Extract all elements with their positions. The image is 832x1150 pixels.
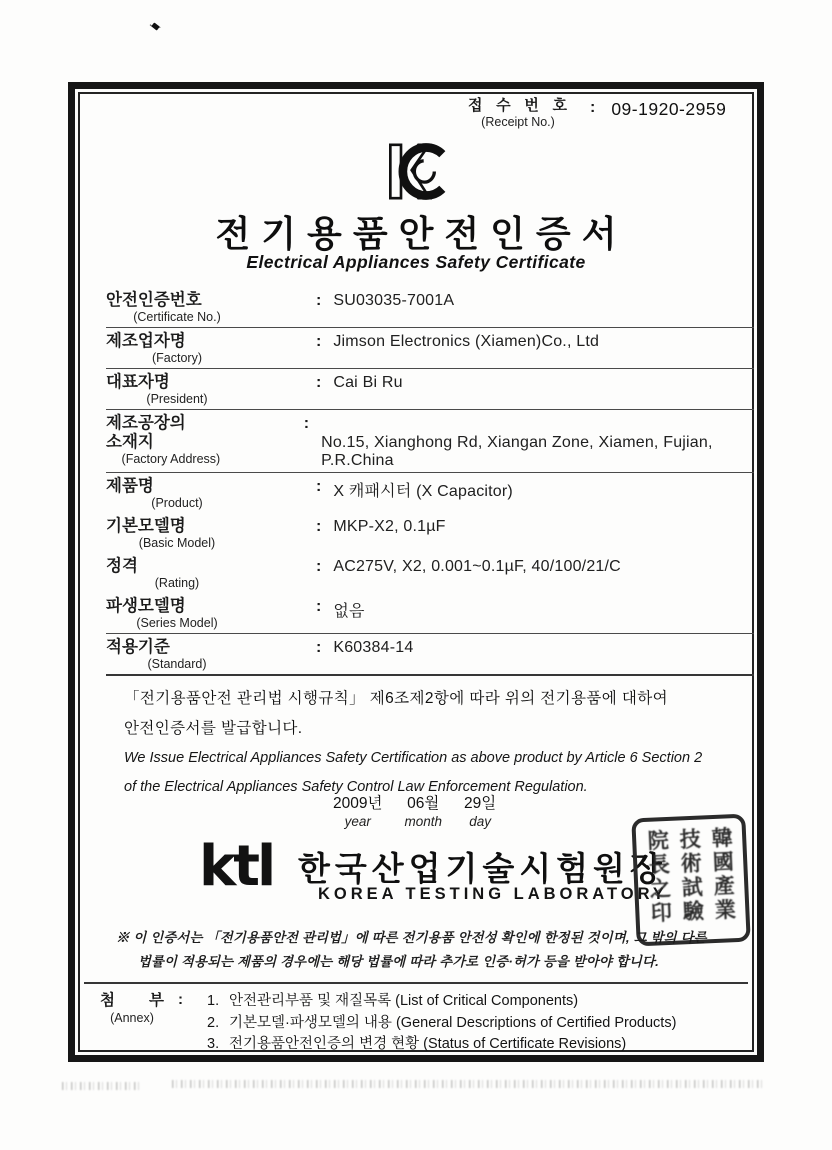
field-label [106,477,266,511]
certificate-title-en: Electrical Appliances Safety Certificate [246,252,586,272]
issuing-statement [124,684,742,802]
ink-speck [151,22,160,30]
statement-ko-line1: 「전기용품안전 관리법 시행규칙」 제6조제2항에 따라 위의 전기용품에 대하여 [124,690,668,707]
field-label-en: (Factory) [152,351,202,365]
statement-en-line1: We Issue Electrical Appliances Safety Certification as above product by Article 6 Section 2 [124,750,703,766]
field-row [106,634,754,676]
field-row [106,410,754,473]
field-label [106,597,266,631]
issue-date-year-value: 2009년 [333,795,383,812]
kc-mark-icon [381,140,453,208]
faint-print-line [172,1080,764,1088]
annex-item-number: 3. [207,1036,220,1052]
issue-date-month [404,791,442,830]
statement-ko-line2: 안전인증서를 발급합니다. [124,720,303,737]
field-value: No.15, Xianghong Rd, Xiangan Zone, Xiamen, Fujian, P.R.China [321,434,713,469]
field-label-ko: 파생모델명 [106,597,186,615]
field-row [106,593,754,634]
faint-print-line-left [62,1082,142,1090]
field-label-ko: 기본모델명 [106,517,186,535]
annex-item [207,1013,676,1035]
annex-items [207,991,676,1056]
field-label-ko: 적용기준 [106,638,170,656]
receipt-label-ko: 접 수 번 호 [468,97,568,114]
field-label-en: (Basic Model) [138,536,216,550]
field-colon: : [316,292,322,309]
field-colon: : [316,478,322,495]
field-value: SU03035-7001A [333,292,455,309]
field-value: K60384-14 [333,639,414,656]
field-label-en: (President) [146,392,208,406]
field-row [106,287,754,328]
field-value: Jimson Electronics (Xiamen)Co., Ltd [333,333,600,350]
field-colon: : [316,598,322,615]
annex-block [100,991,676,1056]
annex-colon: : [178,991,183,1008]
annex-item-text: 전기용품안전인증의 변경 현황 (Status of Certificate Revisions) [229,1036,627,1052]
field-label [106,557,266,591]
annex-divider-line [84,982,748,984]
field-label-ko: 안전인증번호 [106,291,202,309]
field-label [106,638,266,672]
field-label [106,373,266,407]
issue-date-year-label: year [344,814,371,829]
field-colon: : [316,518,322,535]
annex-item-number: 2. [207,1014,220,1031]
field-label [106,517,266,551]
field-row [106,369,754,410]
field-value: AC275V, X2, 0.001~0.1µF, 40/100/21/C [333,558,621,575]
field-label-en: (Rating) [154,576,200,590]
field-label-en: (Standard) [147,657,207,671]
annex-item-text: 기본모델·파생모델의 내용 (General Descriptions of Certified Products) [229,1014,677,1031]
field-label [106,291,266,325]
annex-item-number: 1. [207,993,220,1009]
issue-date-day-label: day [469,814,491,829]
footnote [116,926,754,974]
annex-label-en: (Annex) [110,1011,154,1025]
field-value: X 캐패시터 (X Capacitor) [333,483,513,500]
field-label-ko: 제조업자명 [106,332,186,350]
field-colon: : [316,374,322,391]
field-label-ko2: 소재지 [106,433,154,451]
annex-item [207,991,676,1013]
field-row [106,553,754,593]
field-row [106,513,754,553]
annex-item [207,1034,676,1056]
annex-item-text: 안전관리부품 및 재질목록 (List of Critical Components) [229,993,579,1009]
annex-label-ko: 첨 부 [100,992,164,1009]
field-label [106,332,266,366]
field-label [106,414,254,467]
field-label-en: (Certificate No.) [133,310,221,324]
field-colon: : [303,415,310,432]
field-label-ko: 정격 [106,557,138,575]
issue-date-day [464,791,496,830]
field-label-ko: 제조공장의 [106,414,186,432]
field-label-ko: 대표자명 [106,373,170,391]
statement-en-line2: of the Electrical Appliances Safety Control Law Enforcement Regulation. [124,779,588,795]
footnote-line1: ※ 이 인증서는 「전기용품안전 관리법」에 따른 전기용품 안전성 확인에 한정된 것이며, 그 밖의 다른 [116,930,707,945]
field-label-en: (Product) [151,496,203,510]
certificate-fields-table [106,287,754,676]
field-colon: : [316,639,322,656]
issuer-name-en: KOREA TESTING LABORATORY [318,885,668,903]
official-seal-text: 韓國產業技術試驗院長之印 [644,826,738,926]
receipt-label-en: (Receipt No.) [481,115,555,129]
footnote-line2: 법률이 적용되는 제품의 경우에는 해당 법률에 따라 추가로 인증·허가 등을 받아야 합니다. [138,954,659,969]
certificate-title-ko: 전기용품안전인증서 [215,213,628,254]
issuer-name-ko: 한국산업기술시험원장 [298,850,667,887]
receipt-label [468,97,568,130]
issue-date-month-value: 06월 [407,795,440,812]
field-label-en: (Series Model) [136,616,218,630]
field-value: 없음 [333,603,365,620]
issue-date [333,791,496,830]
receipt-colon: : [590,99,596,116]
field-colon: : [316,333,322,350]
issue-date-day-value: 29일 [464,795,497,812]
field-value: MKP-X2, 0.1µF [333,518,446,535]
receipt-number: 09-1920-2959 [611,99,727,119]
field-value: Cai Bi Ru [333,374,403,391]
field-label-ko: 제품명 [106,477,154,495]
field-colon: : [316,558,322,575]
field-row [106,473,754,513]
issue-date-month-label: month [404,814,442,829]
ktl-logo: ktl [199,834,274,899]
annex-label [100,991,164,1026]
issue-date-year [333,791,382,830]
field-row [106,328,754,369]
field-label-en: (Factory Address) [121,452,221,466]
receipt-block [468,97,726,130]
